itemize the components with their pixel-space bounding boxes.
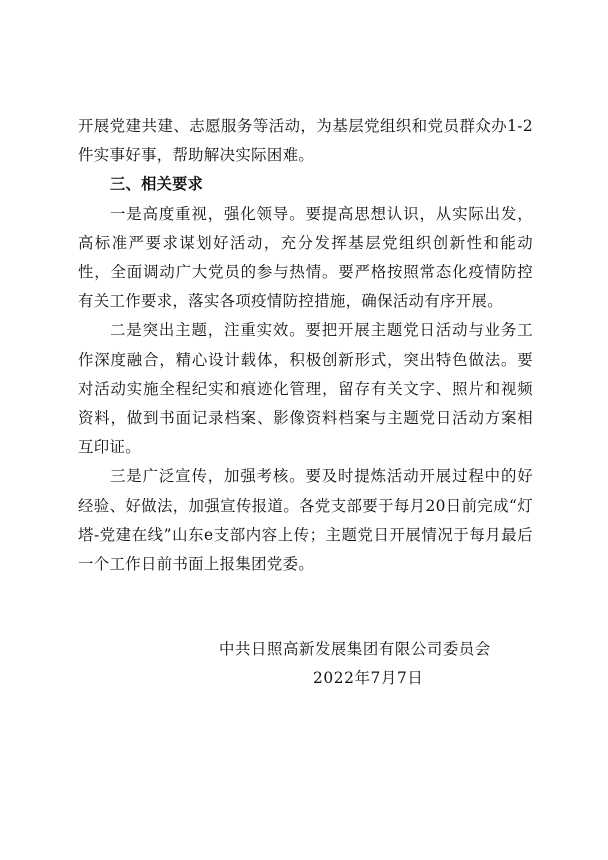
requirement-paragraph-1: 一是高度重视，强化领导。要提高思想认识，从实际出发，高标准严要求谋划好活动，充分发挥基层党组织创新性和能动性，全面调动广大党员的参与热情。要严格按照常态化疫情防控有关工作要求，落实各项疫情防控措施，确保活动有序开展。 (78, 204, 533, 311)
signature-organization: 中共日照高新发展集团有限公司委员会 (219, 640, 491, 658)
continuation-paragraph: 开展党建共建、志愿服务等活动，为基层党组织和党员群众办1-2件实事好事，帮助解决实际困难。 (78, 117, 533, 165)
document-body (78, 112, 533, 579)
requirement-paragraph-3: 三是广泛宣传，加强考核。要及时提炼活动开展过程中的好经验、好做法，加强宣传报道。各党支部要于每月20日前完成“灯塔-党建在线”山东e支部内容上传；主题党日开展情况于每月最后一个工作日前书面上报集团党委。 (78, 467, 533, 574)
section-heading: 三、相关要求 (110, 175, 204, 194)
signature-date: 2022年7月7日 (313, 669, 424, 687)
requirement-paragraph-2: 二是突出主题，注重实效。要把开展主题党日活动与业务工作深度融合，精心设计载体，积极创新形式，突出特色做法。要对活动实施全程纪实和痕迹化管理，留存有关文字、照片和视频资料，做到书面记录档案、影像资料档案与主题党日活动方案相互印证。 (78, 321, 533, 457)
